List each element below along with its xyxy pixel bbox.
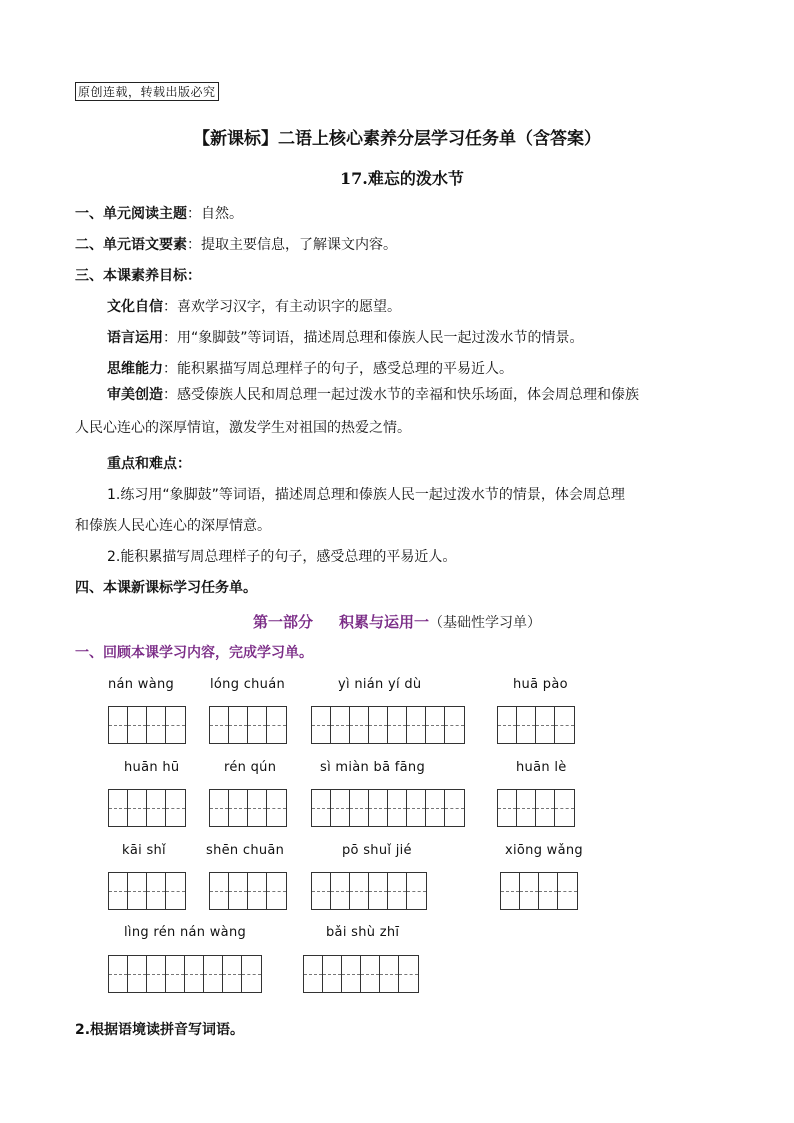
goal-thinking: [107, 358, 513, 378]
pinyin-label: pō shuǐ jié: [342, 843, 412, 858]
writing-grid[interactable]: [500, 872, 578, 910]
pinyin-label: rén qún: [224, 760, 277, 775]
section-2-label: 二、单元语文要素: [75, 237, 187, 253]
pinyin-label: yì nián yí dù: [338, 677, 422, 692]
goal-aesthetic-cont: 人民心连心的深厚情谊，激发学生对祖国的热爱之情。: [75, 420, 411, 436]
goal-language: [107, 327, 584, 347]
writing-grid[interactable]: [209, 706, 287, 744]
key-points-label: 重点和难点：: [107, 456, 191, 472]
goal-aesthetic-text: ：感受傣族人民和周总理一起过泼水节的幸福和快乐场面，体会周总理和傣族: [163, 387, 639, 403]
goal-thinking-label: 思维能力: [107, 361, 163, 377]
writing-grid[interactable]: [209, 789, 287, 827]
key-point-2: 2.能积累描写周总理样子的句子，感受总理的平易近人。: [107, 549, 457, 565]
lesson-title: 17.难忘的泼水节: [340, 169, 464, 188]
section-1-label: 一、单元阅读主题: [75, 206, 187, 222]
section-2-text: ：提取主要信息，了解课文内容。: [187, 237, 397, 253]
writing-grid[interactable]: [108, 872, 186, 910]
task-1-title: 一、回顾本课学习内容，完成学习单。: [75, 645, 313, 661]
goal-aesthetic-label: 审美创造: [107, 387, 163, 403]
pinyin-label: kāi shǐ: [122, 843, 166, 858]
section-1-text: ：自然。: [187, 206, 243, 222]
part-note: （基础性学习单）: [429, 615, 542, 631]
section-2: [75, 234, 397, 254]
writing-grid[interactable]: [311, 706, 465, 744]
pinyin-label: huān lè: [516, 760, 567, 775]
pinyin-label: lóng chuán: [210, 677, 286, 692]
key-point-1-cont: 和傣族人民心连心的深厚情意。: [75, 518, 271, 534]
section-4-label: 四、本课新课标学习任务单。: [75, 580, 257, 596]
section-3-label: 三、本课素养目标：: [75, 268, 201, 284]
part-name: 积累与运用一: [339, 613, 430, 631]
section-1: [75, 203, 243, 223]
writing-grid[interactable]: [311, 872, 427, 910]
key-point-1: 1.练习用“象脚鼓”等词语，描述周总理和傣族人民一起过泼水节的情景，体会周总理: [107, 487, 625, 503]
pinyin-label: huān hū: [124, 760, 180, 775]
writing-grid[interactable]: [209, 872, 287, 910]
writing-grid[interactable]: [311, 789, 465, 827]
copyright-stamp: 原创连载，转载出版必究: [75, 82, 219, 101]
writing-grid[interactable]: [108, 706, 186, 744]
goal-aesthetic: [107, 384, 639, 404]
part-heading: [0, 611, 794, 632]
task-2-title: 2.根据语境读拼音写词语。: [75, 1022, 245, 1038]
writing-grid[interactable]: [497, 706, 575, 744]
pinyin-label: xiōng wǎng: [505, 843, 583, 858]
goal-culture-label: 文化自信: [107, 299, 163, 315]
writing-grid[interactable]: [108, 789, 186, 827]
pinyin-label: sì miàn bā fāng: [320, 760, 426, 775]
pinyin-label: shēn chuān: [206, 843, 285, 858]
writing-grid[interactable]: [108, 955, 262, 993]
pinyin-label: huā pào: [513, 677, 568, 692]
goal-language-label: 语言运用: [107, 330, 163, 346]
writing-grid[interactable]: [303, 955, 419, 993]
goal-language-text: ：用“象脚鼓”等词语，描述周总理和傣族人民一起过泼水节的情景。: [163, 330, 584, 346]
pinyin-label: nán wàng: [108, 677, 175, 692]
pinyin-label: lìng rén nán wàng: [124, 925, 247, 940]
part-number: 第一部分: [252, 613, 313, 631]
goal-thinking-text: ：能积累描写周总理样子的句子，感受总理的平易近人。: [163, 361, 513, 377]
goal-culture-text: ：喜欢学习汉字，有主动识字的愿望。: [163, 299, 401, 315]
document-title: 【新课标】二语上核心素养分层学习任务单（含答案）: [193, 129, 601, 149]
writing-grid[interactable]: [497, 789, 575, 827]
pinyin-label: bǎi shù zhī: [326, 925, 400, 940]
goal-culture: [107, 296, 401, 316]
